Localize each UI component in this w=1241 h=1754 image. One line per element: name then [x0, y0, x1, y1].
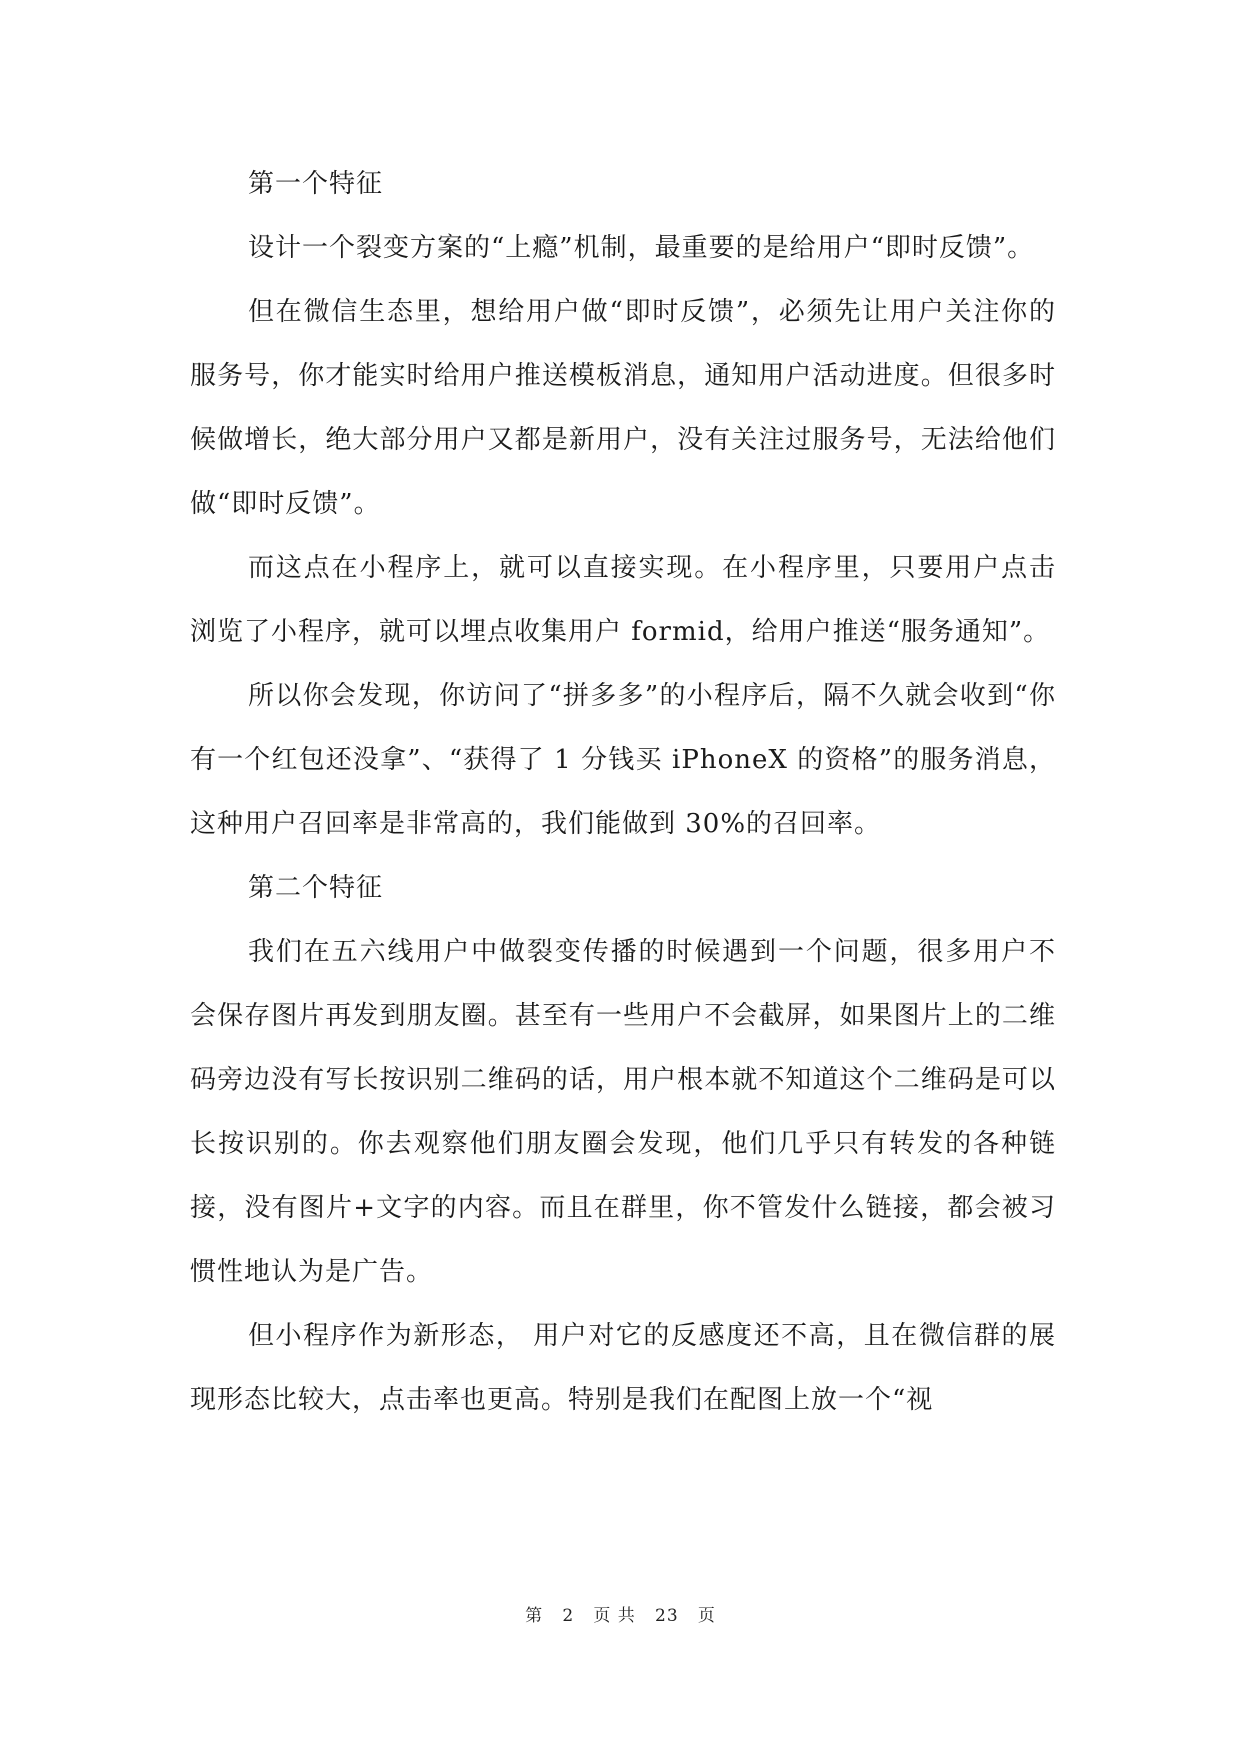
total-pages-number: 23 — [655, 1606, 679, 1626]
section-heading-1: 第一个特征 — [248, 169, 384, 199]
footer-prefix: 第 — [525, 1606, 544, 1626]
paragraph: 但在微信生态里，想给用户做“即时反馈”，必须先让用户关注你的服务号，你才能实时给用户推送模板消息，通知用户活动进度。但很多时候做增长，绝大部分用户又都是新用户，没有关注过服务号，无法给他们做“即时反馈”。 — [190, 297, 1056, 519]
footer-suffix: 页 — [697, 1606, 716, 1626]
paragraph: 设计一个裂变方案的“上瘾”机制，最重要的是给用户“即时反馈”。 — [248, 233, 1035, 263]
footer-middle: 页 共 — [593, 1606, 636, 1626]
paragraph: 所以你会发现，你访问了“拼多多”的小程序后，隔不久就会收到“你有一个红包还没拿”、“获得了 1 分钱买 iPhoneX 的资格”的服务消息，这种用户召回率是非常高的，我们能做到 30%的召回率。 — [190, 681, 1056, 839]
paragraph: 但小程序作为新形态， 用户对它的反感度还不高，且在微信群的展现形态比较大，点击率也更高。特别是我们在配图上放一个“视 — [190, 1321, 1056, 1415]
section-heading-2: 第二个特征 — [248, 873, 384, 903]
current-page-number: 2 — [562, 1606, 575, 1626]
paragraph: 而这点在小程序上，就可以直接实现。在小程序里，只要用户点击浏览了小程序，就可以埋点收集用户 formid，给用户推送“服务通知”。 — [190, 553, 1056, 647]
paragraph: 我们在五六线用户中做裂变传播的时候遇到一个问题，很多用户不会保存图片再发到朋友圈。甚至有一些用户不会截屏，如果图片上的二维码旁边没有写长按识别二维码的话，用户根本就不知道这个二维码是可以长按识别的。你去观察他们朋友圈会发现，他们几乎只有转发的各种链接，没有图片+文字的内容。而且在群里，你不管发什么链接，都会被习惯性地认为是广告。 — [190, 937, 1056, 1287]
body-text — [190, 152, 1056, 1432]
page-footer — [0, 1604, 1241, 1628]
